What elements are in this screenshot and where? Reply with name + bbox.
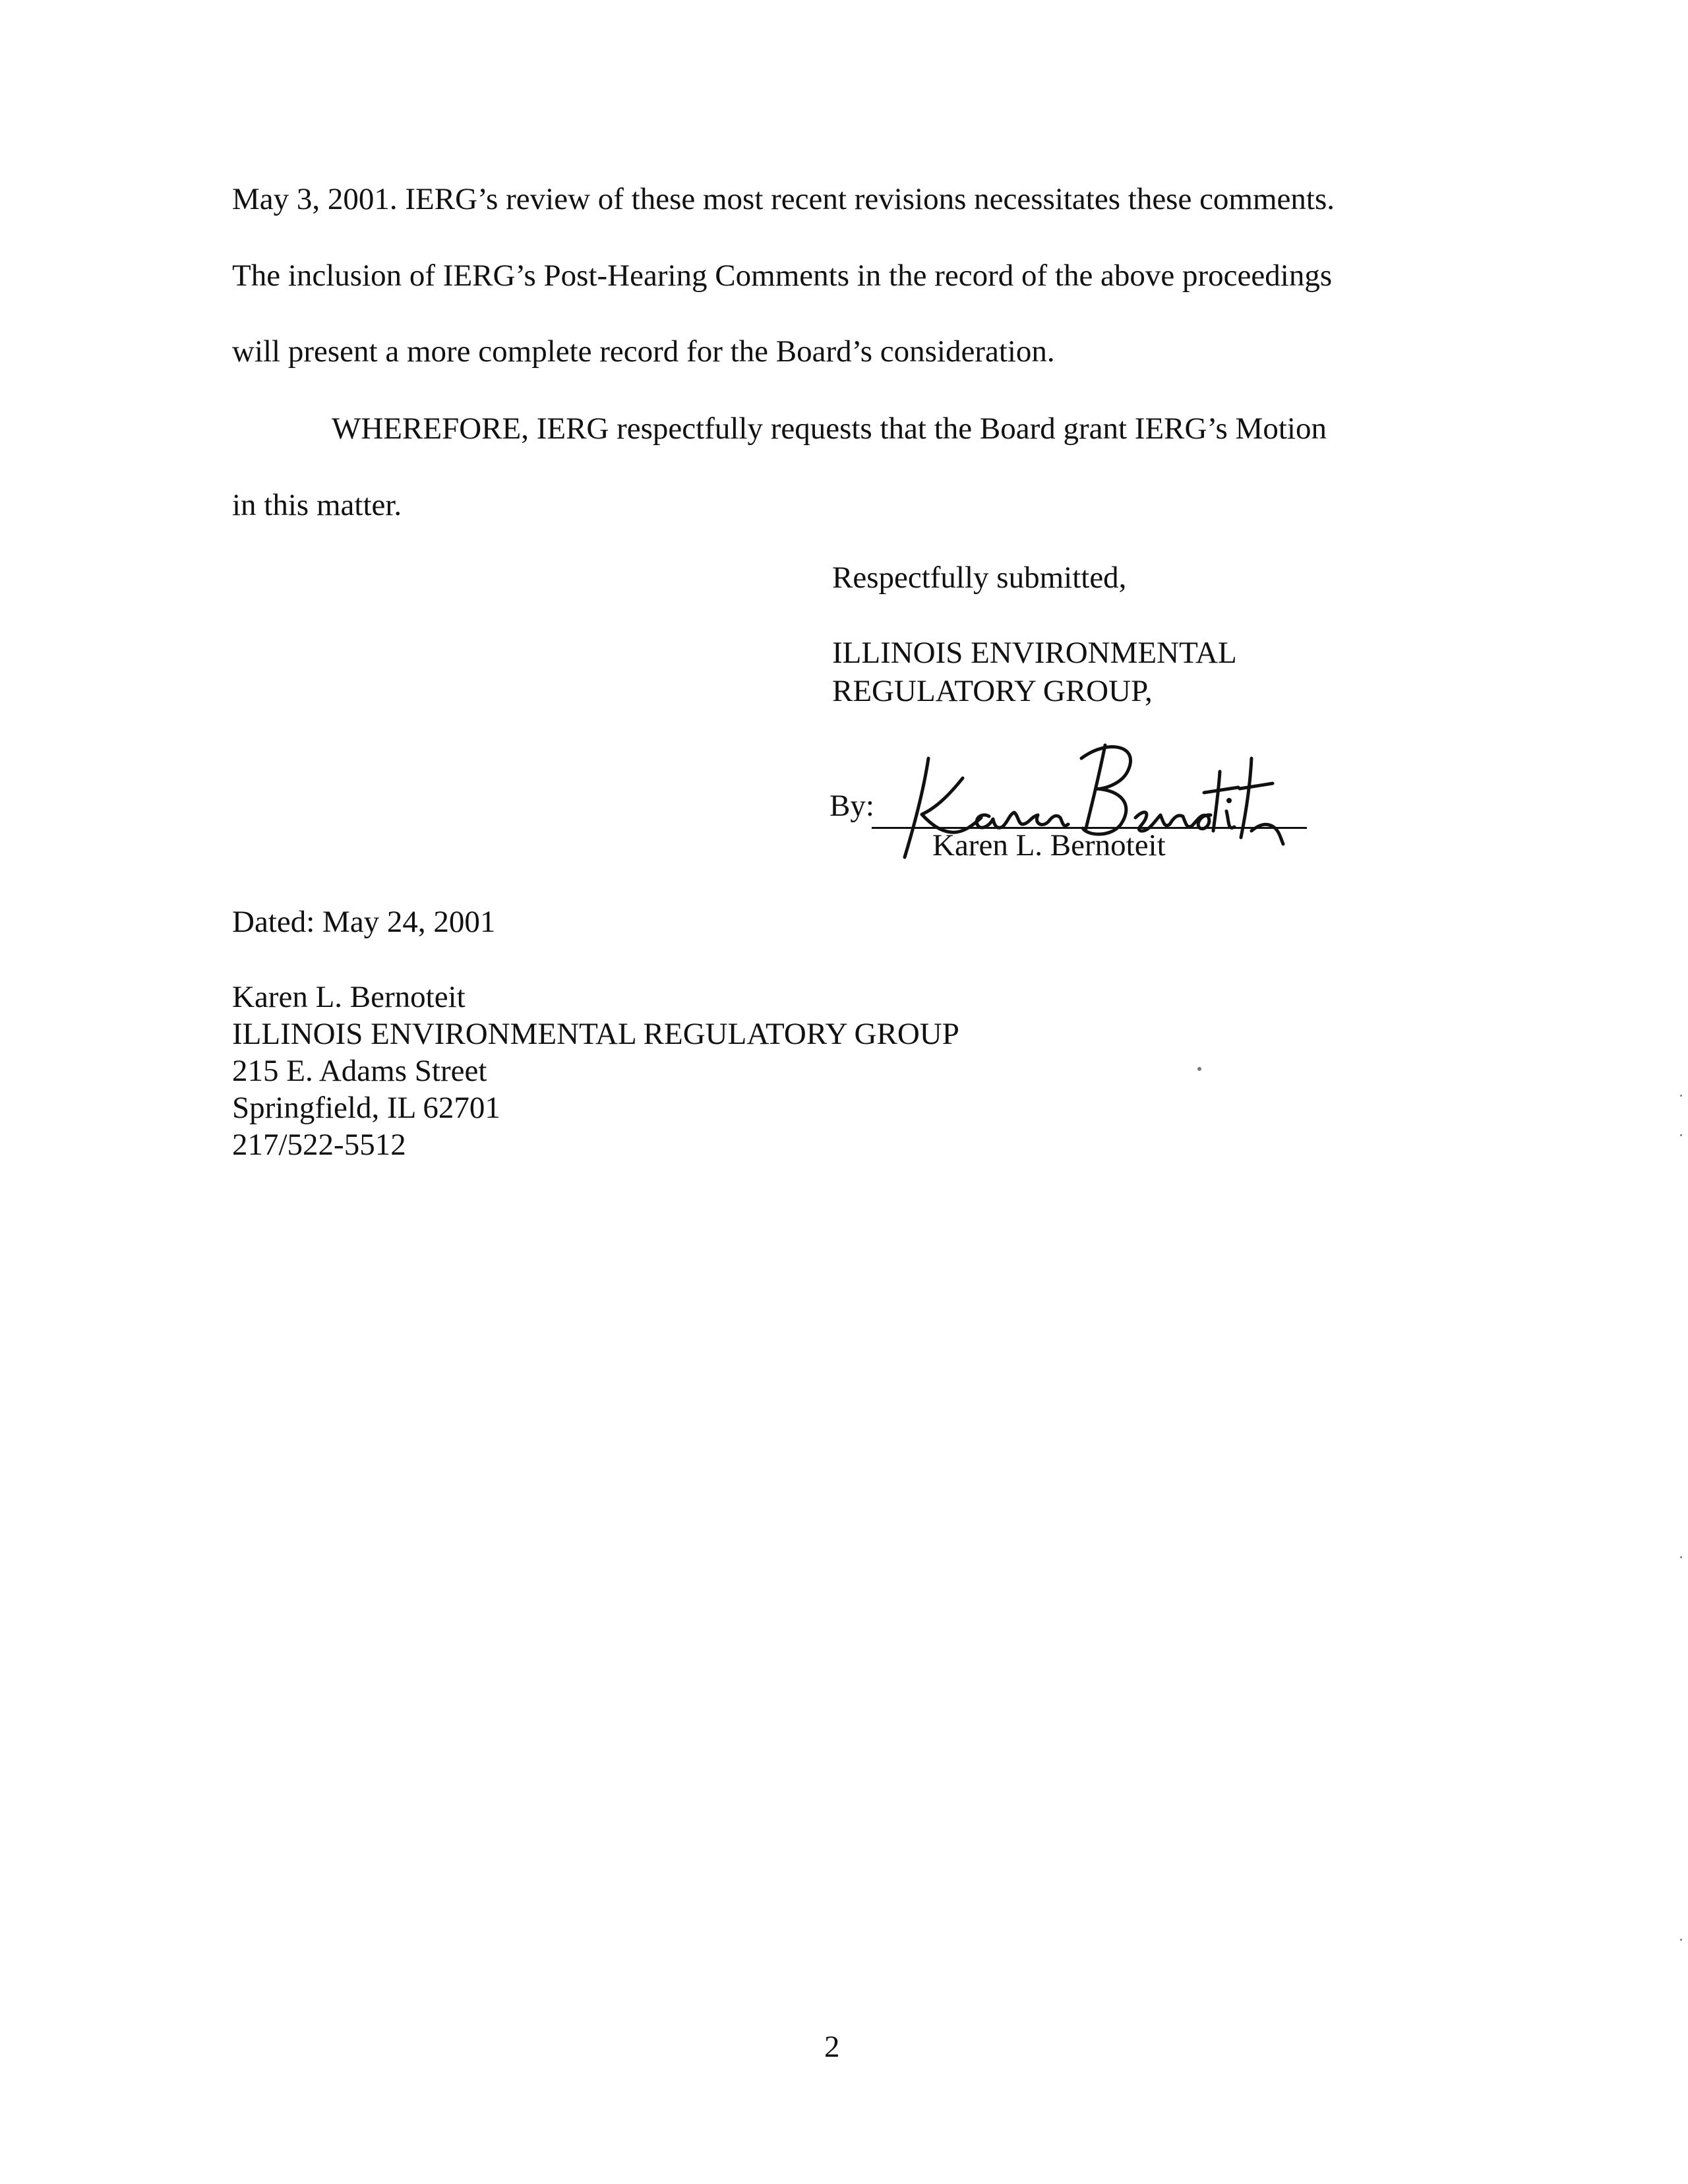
scan-speck [1197, 1067, 1201, 1071]
signing-org-line-2: REGULATORY GROUP, [832, 674, 1153, 708]
scan-speck [1680, 1939, 1682, 1941]
address-phone: 217/522-5512 [232, 1128, 406, 1162]
body-line-2: The inclusion of IERG’s Post-Hearing Comments in the record of the above proceedings [232, 258, 1333, 293]
dated-line: Dated: May 24, 2001 [232, 905, 496, 939]
closing-text: Respectfully submitted, [832, 561, 1127, 595]
address-name: Karen L. Bernoteit [232, 980, 466, 1014]
signing-org-line-1: ILLINOIS ENVIRONMENTAL [832, 636, 1237, 670]
by-label: By: [829, 789, 874, 823]
body-line-1: May 3, 2001. IERG’s review of these most recent revisions necessitates these comments. [232, 182, 1335, 216]
scan-speck [1680, 1095, 1682, 1097]
address-city: Springfield, IL 62701 [232, 1091, 500, 1125]
address-street: 215 E. Adams Street [232, 1054, 487, 1088]
scan-speck [1680, 1134, 1682, 1136]
body-line-4: WHEREFORE, IERG respectfully requests that the Board grant IERG’s Motion [332, 411, 1327, 446]
body-line-5: in this matter. [232, 488, 402, 522]
signer-name: Karen L. Bernoteit [932, 828, 1166, 863]
body-line-3: will present a more complete record for the Board’s consideration. [232, 334, 1055, 369]
scan-speck [1680, 1556, 1682, 1558]
address-organization: ILLINOIS ENVIRONMENTAL REGULATORY GROUP [232, 1017, 959, 1051]
page-number: 2 [824, 2030, 840, 2064]
